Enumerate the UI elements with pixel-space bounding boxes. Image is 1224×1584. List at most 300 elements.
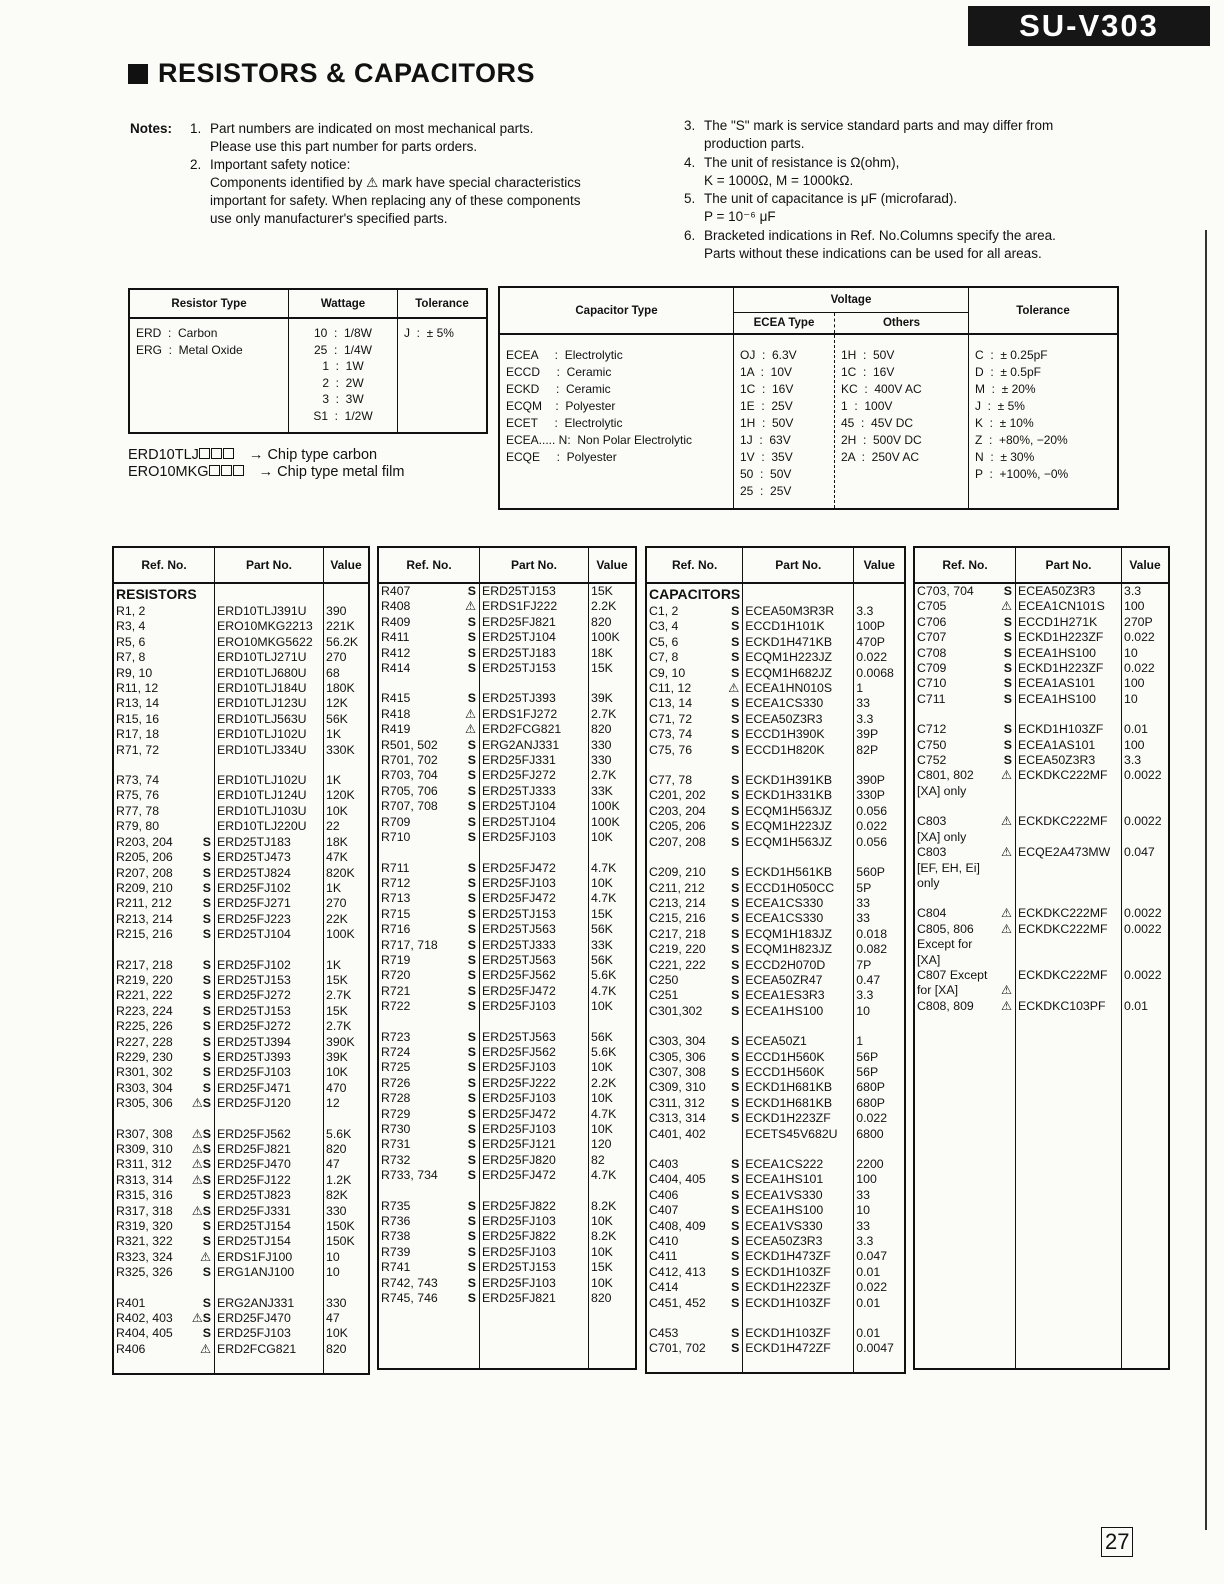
spacer-cell	[743, 1311, 854, 1326]
part-value: 100	[1124, 676, 1145, 691]
part-number: ECEA50Z3R3	[743, 1234, 854, 1249]
safety-service-mark: S	[731, 1295, 740, 1310]
ref-number: R229, 230	[116, 1049, 173, 1064]
filler-cell	[915, 1353, 1016, 1368]
filler-cell	[915, 1199, 1016, 1214]
part-value: 33	[856, 1187, 870, 1202]
table-row	[114, 1157, 368, 1172]
table-row	[114, 619, 368, 634]
part-number: ERD25FJ102	[215, 881, 324, 896]
filler-cell	[1122, 1122, 1169, 1137]
safety-service-mark: ⚠S	[191, 1157, 211, 1172]
cap-tolerance-item: Z : +80%, −20%	[975, 433, 1068, 447]
filler-cell	[480, 1306, 589, 1321]
part-number: ERD25TJ104	[480, 815, 589, 830]
part-value: 820K	[326, 865, 355, 880]
table-row	[915, 784, 1168, 799]
spacer-row	[379, 1015, 635, 1030]
ref-number: C752	[917, 753, 947, 768]
part-number: ERG2ANJ331	[480, 738, 589, 753]
ref-number: C215, 216	[649, 911, 706, 926]
part-value: 10K	[326, 1326, 348, 1341]
filler-row	[915, 1230, 1168, 1245]
filler-cell	[1016, 1353, 1122, 1368]
chip-description: → Chip type metal film	[258, 464, 405, 480]
note-line: The "S" mark is service standard parts and may differ from	[704, 118, 1054, 133]
table-row	[647, 1004, 904, 1019]
column-header-value: Value	[589, 548, 636, 583]
spacer-cell	[114, 758, 215, 773]
ref-cell	[379, 984, 480, 999]
safety-service-mark: S	[467, 1091, 476, 1106]
ref-number: R717, 718	[381, 937, 438, 952]
ref-cell	[379, 1214, 480, 1229]
ref-number: R712	[381, 875, 411, 890]
ref-number: R309, 310	[116, 1142, 173, 1156]
part-number: ERD25TJ104	[480, 799, 589, 814]
part-number: ERD25FJ562	[215, 1127, 324, 1142]
ref-number: for [XA]	[917, 983, 959, 998]
part-number: ERD25FJ821	[480, 1291, 589, 1306]
ref-number: Except for	[917, 937, 973, 952]
part-number: ECQM1H183JZ	[743, 927, 854, 942]
table-row	[915, 814, 1168, 829]
part-number: ECQM1H682JZ	[743, 666, 854, 681]
safety-service-mark: S	[731, 803, 740, 818]
filler-cell	[1016, 1322, 1122, 1337]
table-row	[379, 768, 635, 783]
filler-row	[915, 1076, 1168, 1091]
ecea-voltage-item: 1V : 35V	[740, 450, 793, 464]
placeholder-box-icon	[233, 465, 244, 476]
ref-number: R707, 708	[381, 799, 438, 814]
part-value: 39K	[326, 1049, 348, 1064]
part-number: ECEA1HN010S	[743, 681, 854, 696]
part-number: ECEA1VS330	[743, 1219, 854, 1234]
ref-cell	[915, 599, 1016, 614]
resistor-type-item: ERG : Metal Oxide	[136, 343, 243, 357]
part-value: 56K	[591, 922, 613, 937]
part-number: ECKD1H103ZF	[743, 1326, 854, 1341]
ref-number: R732	[381, 1152, 411, 1167]
ref-cell	[114, 696, 215, 711]
table-row	[915, 661, 1168, 676]
table-row	[647, 788, 904, 803]
ecea-voltage-item: OJ : 6.3V	[740, 348, 797, 362]
table-row	[647, 973, 904, 988]
table-row	[114, 804, 368, 819]
filler-cell	[1016, 1214, 1122, 1229]
ref-cell	[915, 922, 1016, 937]
part-number: ECEA1HS100	[743, 1203, 854, 1218]
resistor-type-item: ERD : Carbon	[136, 326, 218, 340]
safety-service-mark: S	[731, 711, 740, 726]
capacitor-type-item: ECKD : Ceramic	[506, 382, 611, 396]
ref-cell	[647, 635, 743, 650]
part-value: 221K	[326, 619, 355, 634]
ref-cell	[114, 958, 215, 973]
table-row	[379, 599, 635, 614]
table-row	[114, 1065, 368, 1080]
part-value: 82	[591, 1152, 605, 1167]
ref-cell	[915, 722, 1016, 737]
safety-service-mark: S	[467, 1260, 476, 1275]
safety-service-mark: S	[467, 814, 476, 829]
part-number	[1016, 861, 1122, 876]
capacitor-type-item: ECQE : Polyester	[506, 450, 617, 464]
part-value: 15K	[591, 661, 613, 676]
ref-number: R735	[381, 1198, 411, 1213]
ref-number: C703, 704	[917, 584, 974, 598]
spacer-cell	[215, 1112, 324, 1127]
part-value: 150K	[326, 1234, 355, 1249]
table-row	[379, 1229, 635, 1244]
safety-service-mark: S	[1003, 676, 1012, 691]
safety-service-mark: S	[467, 1275, 476, 1290]
part-value: 100	[1124, 737, 1145, 752]
part-number: ECQM1H563JZ	[743, 835, 854, 850]
ref-number: C808, 809	[917, 998, 974, 1013]
filler-cell	[915, 1045, 1016, 1060]
column-header-value: Value	[854, 548, 905, 583]
safety-service-mark: S	[467, 1214, 476, 1229]
part-number: ECKDKC222MF	[1016, 814, 1122, 829]
safety-service-mark: ⚠S	[191, 1172, 211, 1187]
table-row	[379, 1107, 635, 1122]
ref-cell	[647, 604, 743, 619]
table-row	[915, 906, 1168, 921]
table-row	[379, 1214, 635, 1229]
part-number: ERD25TJ153	[480, 1260, 589, 1275]
filler-cell	[1016, 1168, 1122, 1183]
safety-service-mark: ⚠	[464, 706, 476, 721]
table-row	[379, 615, 635, 630]
spacer-row	[915, 707, 1168, 722]
ref-number: C205, 206	[649, 819, 706, 834]
ecea-voltage-item: 1J : 63V	[740, 433, 791, 447]
part-value: 0.01	[856, 1264, 881, 1279]
safety-service-mark: S	[1003, 691, 1012, 706]
ref-number: R713	[381, 891, 411, 906]
section-label: CAPACITORS	[647, 583, 743, 604]
ref-number: C453	[649, 1326, 679, 1341]
ref-number: R411	[381, 630, 410, 645]
part-number: ERD25FJ562	[480, 968, 589, 983]
part-value: 39K	[591, 691, 613, 706]
notes-left-list	[190, 120, 581, 228]
ref-number: R315, 316	[116, 1188, 173, 1203]
filler-row	[915, 1291, 1168, 1306]
safety-service-mark: S	[731, 1234, 740, 1249]
ref-cell	[915, 768, 1016, 783]
part-number: ERD25FJ821	[480, 615, 589, 630]
notes-block	[130, 120, 670, 228]
part-number: ECEA1CN101S	[1016, 599, 1122, 614]
safety-service-mark: S	[202, 1080, 211, 1095]
table-row	[647, 1280, 904, 1295]
part-number: ECKD1H561KB	[743, 865, 854, 880]
filler-cell	[915, 1153, 1016, 1168]
filler-cell	[1016, 1091, 1122, 1106]
table-row	[647, 896, 904, 911]
page-edge-line	[1205, 230, 1207, 1530]
part-value: 33	[856, 696, 870, 711]
table-row	[379, 968, 635, 983]
ref-cell	[379, 907, 480, 922]
filler-cell	[1016, 1307, 1122, 1322]
table-row	[647, 819, 904, 834]
filler-cell	[1122, 1245, 1169, 1260]
safety-service-mark: S	[202, 1234, 211, 1249]
safety-service-mark: S	[467, 860, 476, 875]
ref-cell	[379, 938, 480, 953]
ref-cell	[379, 691, 480, 706]
ref-number: R730	[381, 1122, 411, 1136]
ref-cell	[647, 1050, 743, 1065]
note-line: Parts without these indications can be used for all areas.	[704, 246, 1042, 262]
part-value: 56K	[591, 1029, 613, 1044]
part-value: 820	[326, 1142, 347, 1156]
part-value: 8.2K	[591, 1198, 617, 1213]
part-value: 12K	[326, 696, 348, 711]
table-row	[647, 1050, 904, 1065]
part-number: ERD10TLJ391U	[215, 604, 324, 619]
ref-number: [XA] only	[917, 783, 967, 798]
ecea-voltage-item: 1C : 16V	[740, 382, 794, 396]
wattage-item: 25 : 1/4W	[313, 342, 373, 357]
table-row	[114, 988, 368, 1003]
safety-service-mark: S	[731, 696, 740, 711]
part-value: 0.0022	[1124, 814, 1162, 829]
safety-service-mark: S	[731, 727, 740, 742]
part-number: ERD25FJ223	[215, 912, 324, 927]
table-row	[114, 1004, 368, 1019]
ref-cell	[647, 835, 743, 850]
filler-cell	[1016, 1291, 1122, 1306]
ref-number: C303, 304	[649, 1034, 706, 1049]
table-row	[114, 1342, 368, 1357]
table-row	[647, 712, 904, 727]
part-value: 0.0068	[856, 665, 894, 680]
safety-service-mark: S	[202, 1188, 211, 1203]
part-value: 820	[591, 1291, 612, 1306]
part-number	[1016, 830, 1122, 845]
cap-tolerance-item: K : ± 10%	[975, 416, 1034, 430]
column-header-part: Part No.	[1016, 548, 1122, 583]
note-number: 1.	[190, 121, 202, 136]
filler-row	[379, 1306, 635, 1321]
part-value: 0.022	[856, 650, 888, 665]
part-value: 0.022	[1124, 630, 1155, 645]
safety-service-mark: S	[1003, 645, 1012, 660]
ref-cell	[379, 1260, 480, 1275]
ref-number: C750	[917, 737, 947, 752]
capacitor-type-table	[498, 286, 1119, 510]
part-number: ECKD1H471KB	[743, 635, 854, 650]
table-row	[379, 953, 635, 968]
part-value: 680P	[856, 1080, 885, 1095]
filler-row	[915, 1137, 1168, 1152]
safety-service-mark: S	[1003, 630, 1012, 645]
ref-cell	[915, 738, 1016, 753]
ref-cell	[114, 727, 215, 742]
filler-cell	[743, 1357, 854, 1372]
filler-row	[915, 1307, 1168, 1322]
note-number: 5.	[684, 191, 696, 207]
ref-number: C213, 214	[649, 895, 706, 910]
ref-cell	[114, 896, 215, 911]
ref-number: R738	[381, 1229, 411, 1244]
part-value: 10K	[591, 999, 613, 1014]
part-value	[1122, 953, 1169, 968]
part-value: 270	[326, 896, 347, 911]
safety-service-mark: S	[467, 968, 476, 983]
safety-service-mark: S	[202, 896, 211, 911]
part-number: ERD25FJ822	[480, 1229, 589, 1244]
safety-service-mark: S	[202, 1019, 211, 1034]
part-number: ECEA1CS330	[743, 896, 854, 911]
ref-number: C705	[917, 599, 947, 614]
spacer-cell	[647, 1142, 743, 1157]
part-number: ECKD1H223ZF	[743, 1111, 854, 1126]
ref-cell	[647, 988, 743, 1003]
spacer-cell	[854, 1142, 905, 1157]
part-number: ECKD1H391KB	[743, 773, 854, 788]
part-number: ERD25TJ183	[480, 646, 589, 661]
ref-number: R219, 220	[116, 972, 173, 987]
part-number: ECEA50ZR47	[743, 973, 854, 988]
table-row	[114, 1050, 368, 1065]
ref-cell	[379, 768, 480, 783]
ref-number: C203, 204	[649, 803, 706, 818]
ref-cell	[647, 1326, 743, 1341]
ref-cell	[647, 650, 743, 665]
safety-service-mark: S	[467, 1060, 476, 1075]
part-value: 0.0047	[856, 1341, 894, 1356]
table-row	[647, 604, 904, 619]
spacer-cell	[589, 1184, 636, 1199]
ref-number: C251	[649, 988, 679, 1003]
ref-number: R321, 322	[116, 1234, 173, 1249]
safety-service-mark: ⚠	[1000, 768, 1012, 783]
part-number: ECEA50Z1	[743, 1034, 854, 1049]
placeholder-box-icon	[221, 465, 232, 476]
part-number: ERD25FJ821	[215, 1142, 324, 1157]
part-number: ERD25TJ394	[215, 1035, 324, 1050]
safety-service-mark: ⚠	[1000, 845, 1012, 860]
column-header-part: Part No.	[215, 548, 324, 583]
table-row	[114, 1204, 368, 1219]
ref-number: C406	[649, 1187, 679, 1202]
ref-number: C411	[649, 1249, 678, 1264]
filler-cell	[379, 1306, 480, 1321]
table-row	[915, 676, 1168, 691]
filler-cell	[915, 1260, 1016, 1275]
table-row	[114, 850, 368, 865]
ref-number: R406	[116, 1341, 146, 1356]
ref-cell	[114, 1050, 215, 1065]
safety-service-mark: S	[202, 1049, 211, 1064]
part-number: ECQM1H563JZ	[743, 804, 854, 819]
part-value: 15K	[326, 1003, 348, 1018]
safety-service-mark: S	[731, 834, 740, 849]
empty-cell	[215, 583, 324, 604]
ref-cell	[379, 1168, 480, 1183]
safety-service-mark: S	[731, 1280, 740, 1295]
ref-number: C250	[649, 972, 679, 987]
ref-number: C711	[917, 691, 946, 706]
safety-service-mark: ⚠	[728, 681, 740, 696]
table-row	[647, 911, 904, 926]
filler-cell	[915, 1137, 1016, 1152]
filler-cell	[915, 1245, 1016, 1260]
ref-number: C807 Except	[917, 967, 988, 982]
table-row	[647, 650, 904, 665]
safety-service-mark: ⚠S	[191, 1096, 211, 1111]
table-row	[647, 1203, 904, 1218]
parts-table-2	[377, 546, 637, 1370]
filler-cell	[1122, 1353, 1169, 1368]
part-value: 68	[326, 665, 340, 680]
title-text: RESISTORS & CAPACITORS	[158, 58, 536, 88]
ref-cell	[114, 604, 215, 619]
wattage-item: 2 : 2W	[322, 375, 364, 390]
part-number: ERD25TJ153	[480, 661, 589, 676]
safety-service-mark: S	[731, 1172, 740, 1187]
ref-cell	[114, 866, 215, 881]
ref-number: R9, 10	[116, 665, 153, 680]
spacer-cell	[1016, 707, 1122, 722]
filler-cell	[379, 1353, 480, 1368]
ref-cell	[114, 1142, 215, 1157]
safety-service-mark: S	[731, 1003, 740, 1018]
part-value: 33K	[591, 937, 613, 952]
part-number	[1016, 937, 1122, 952]
safety-service-mark: S	[1003, 737, 1012, 752]
ref-number: C13, 14	[649, 696, 693, 711]
safety-service-mark: S	[731, 865, 740, 880]
part-value: 0.047	[856, 1249, 888, 1264]
part-value: 1K	[326, 880, 342, 895]
filler-cell	[589, 1306, 636, 1321]
filler-row	[915, 1245, 1168, 1260]
ref-cell	[915, 983, 1016, 998]
safety-service-mark: S	[467, 830, 476, 845]
part-number: ERD10TLJ271U	[215, 650, 324, 665]
part-number: ERD25FJ102	[215, 958, 324, 973]
notes-right	[684, 117, 1144, 263]
part-value: 10K	[591, 1122, 613, 1136]
part-value: 820	[591, 722, 612, 737]
ref-cell	[114, 1035, 215, 1050]
part-value: 15K	[591, 1260, 613, 1275]
cap-tolerance-item: M : ± 20%	[975, 382, 1036, 396]
part-number: ERD25TJ333	[480, 938, 589, 953]
filler-cell	[215, 1357, 324, 1372]
ref-number: C803	[917, 814, 947, 829]
table-row	[114, 1234, 368, 1249]
part-value: 0.01	[1124, 722, 1148, 737]
table-row	[114, 1219, 368, 1234]
part-value: 8.2K	[591, 1229, 617, 1244]
part-value: 330K	[326, 742, 355, 757]
ref-cell	[647, 819, 743, 834]
ref-cell	[915, 615, 1016, 630]
ref-cell	[915, 784, 1016, 799]
spacer-cell	[114, 1112, 215, 1127]
placeholder-box-icon	[211, 448, 222, 459]
ref-number: R715	[381, 906, 411, 921]
